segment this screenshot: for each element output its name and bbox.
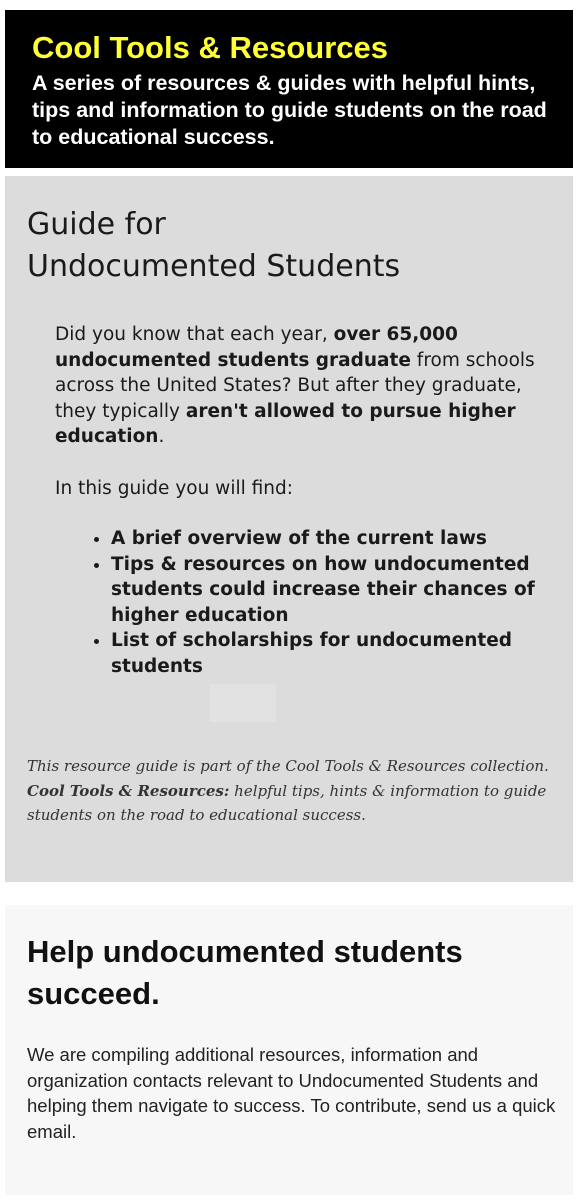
header-banner <box>5 10 573 168</box>
guide-card[interactable] <box>5 176 573 882</box>
footnote-bold: Cool Tools & Resources: <box>27 781 230 800</box>
list-item: • A brief overview of the current laws <box>111 526 571 552</box>
intro-text-2: from schools across the United States? But after they graduate, they typically <box>55 349 535 422</box>
help-text: We are compiling additional resources, information and organization contacts relevant to Undocumented Students and helping them navigate to success. To contribute, send us a quick email. <box>27 1044 556 1142</box>
intro-text-1: Did you know that each year, <box>55 324 334 345</box>
footnote-line1: This resource guide is part of the Cool Tools & Resources collection. <box>27 757 549 775</box>
guide-footnote <box>27 754 557 828</box>
list-item: • Tips & resources on how undocumented students could increase their chances of higher education <box>111 552 571 629</box>
help-section <box>5 905 573 1195</box>
find-label: In this guide you will find: <box>55 478 293 499</box>
guide-title <box>27 204 400 288</box>
guide-contents-list <box>83 526 571 679</box>
intro-bold-1: over 65,000 undocumented students graduate <box>55 324 458 371</box>
intro-text-3: . <box>158 426 165 447</box>
guide-intro <box>55 322 555 450</box>
footnote-line2: helpful tips, hints & information to guide students on the road to educational success. <box>27 781 547 824</box>
guide-title-line1: Guide for <box>27 207 166 242</box>
header-title: Cool Tools & Resources <box>32 30 388 65</box>
header-subtitle: A series of resources & guides with helpful hints, tips and information to guide students on the road to educational success. <box>32 71 547 149</box>
help-title: Help undocumented students succeed. <box>27 934 463 1011</box>
faint-placeholder-box <box>210 684 276 722</box>
intro-bold-2: aren't allowed to pursue higher education <box>55 400 516 447</box>
guide-title-line2: Undocumented Students <box>27 249 401 284</box>
list-item: • List of scholarships for undocumented students <box>111 628 571 679</box>
